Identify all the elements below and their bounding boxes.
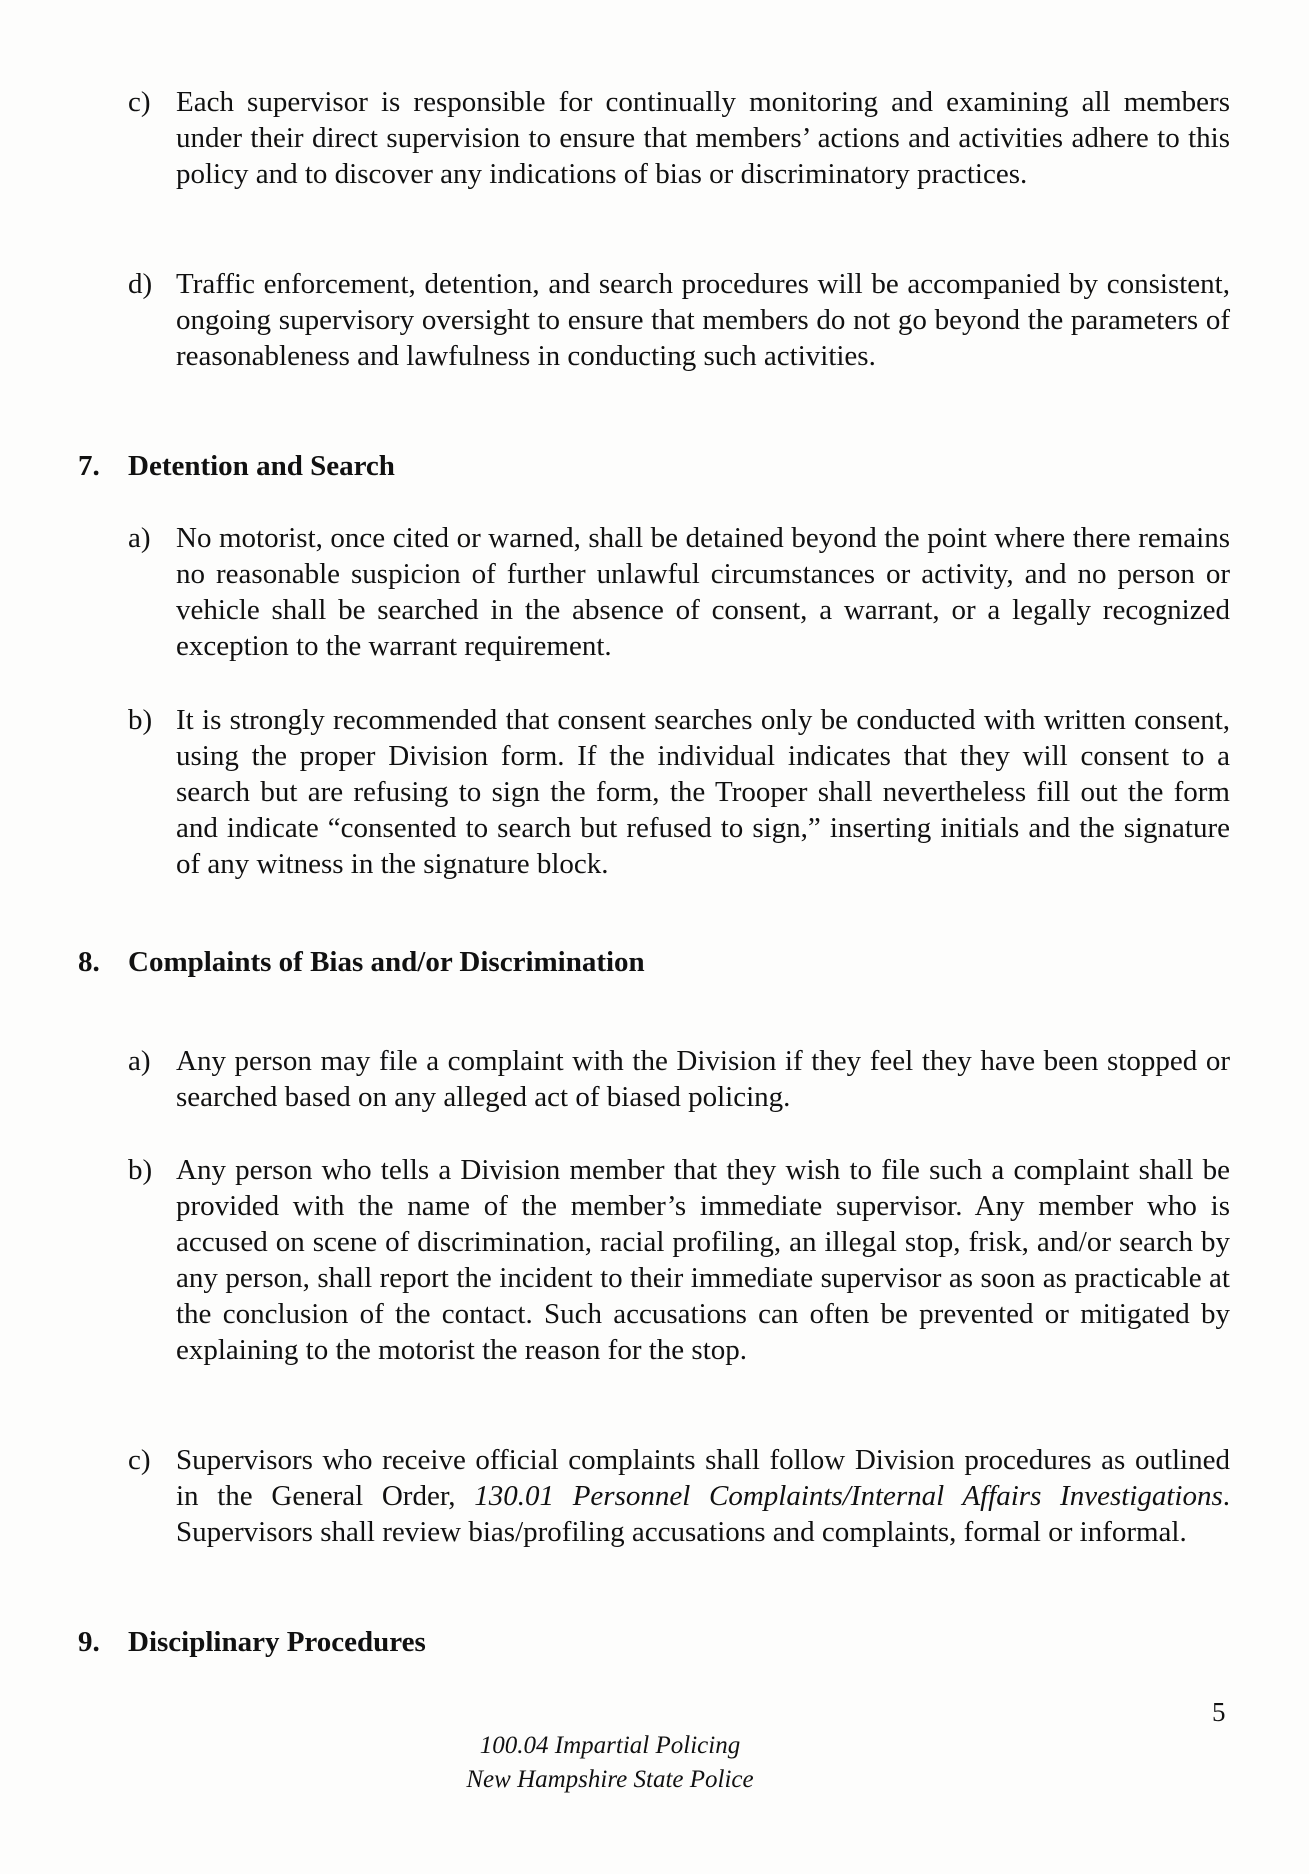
paragraph-8c-text-before: Supervisors who receive official complaints shall follow Division procedures as outlined in the General Order, — [176, 1444, 1230, 1512]
paragraph-8b: Any person who tells a Division member that they wish to file such a complaint shall be provided with the name of the member’s immediate supervisor. Any member who is accused on scene of discrimination, racial profiling, an illegal stop, frisk, and/or search by any person, shall report the incident to their immediate supervisor as soon as practicable at the conclusion of the contact. Such accusations can often be prevented or mitigated by explaining to the motorist the reason for the stop. — [176, 1154, 1230, 1366]
paragraph-6c: Each supervisor is responsible for continually monitoring and examining all members under their direct supervision to ensure that members’ actions and activities adhere to this policy and to discover any indications of bias or discriminatory practices. — [176, 86, 1230, 190]
item-label-7a: a) — [128, 522, 151, 554]
footer-line-2: New Hampshire State Police — [466, 1766, 754, 1793]
footer-line-1: 100.04 Impartial Policing — [479, 1732, 741, 1759]
section-8-number: 8. — [78, 946, 100, 978]
item-label-6c: c) — [128, 86, 151, 118]
paragraph-6d: Traffic enforcement, detention, and search procedures will be accompanied by consistent, ongoing supervisory oversight to ensure that members do not go beyond the parameters of reasonableness and lawfulness in conducting such activities. — [176, 268, 1230, 372]
general-order-reference: 130.01 Personnel Complaints/Internal Affairs Investigations — [474, 1480, 1223, 1512]
item-label-8b: b) — [128, 1154, 153, 1186]
item-label-7b: b) — [128, 704, 153, 736]
section-9-title: Disciplinary Procedures — [128, 1626, 426, 1658]
section-7-title: Detention and Search — [128, 450, 395, 482]
item-label-8a: a) — [128, 1045, 151, 1077]
section-8-title: Complaints of Bias and/or Discrimination — [128, 946, 645, 978]
paragraph-8c — [176, 1442, 1230, 1550]
section-7-number: 7. — [78, 450, 100, 482]
item-label-8c: c) — [128, 1444, 151, 1476]
paragraph-7a: No motorist, once cited or warned, shall be detained beyond the point where there remains no reasonable suspicion of further unlawful circumstances or activity, and no person or vehicle shall be searched in the absence of consent, a warrant, or a legally recognized exception to the warrant requirement. — [176, 522, 1230, 662]
paragraph-8a: Any person may file a complaint with the Division if they feel they have been stopped or searched based on any alleged act of biased policing. — [176, 1045, 1230, 1113]
item-label-6d: d) — [128, 268, 153, 300]
paragraph-8c-text-after: . Supervisors shall review bias/profiling accusations and complaints, formal or informal. — [176, 1480, 1230, 1548]
paragraph-7b: It is strongly recommended that consent searches only be conducted with written consent, using the proper Division form. If the individual indicates that they will consent to a search but are refusing to sign the form, the Trooper shall nevertheless fill out the form and indicate “consented to search but refused to sign,” inserting initials and the signature of any witness in the signature block. — [176, 704, 1230, 880]
section-9-number: 9. — [78, 1626, 100, 1658]
page-number: 5 — [1212, 1697, 1226, 1727]
